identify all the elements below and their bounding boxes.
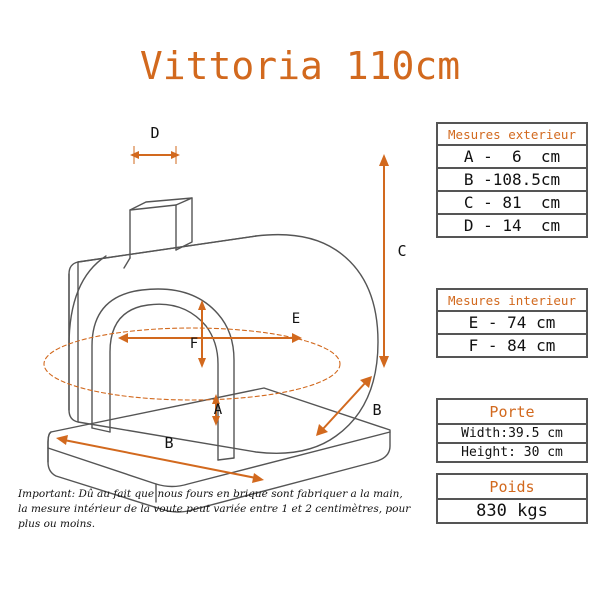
table-row: Width:39.5 cm [438, 425, 586, 444]
table-exterior-measurements [436, 122, 588, 238]
table-row: C - 81 cm [438, 192, 586, 215]
dim-label-e: E [291, 311, 301, 327]
table-door-measurements [436, 398, 588, 463]
note-line-1: Important: Dû au fait que nous fours en brique sont fabriquer a la main, [18, 488, 403, 500]
table-exterior-header: Mesures exterieur [438, 124, 586, 146]
dim-label-b-front: B [164, 434, 174, 452]
table-row: D - 14 cm [463, 216, 561, 235]
table-weight [436, 473, 588, 524]
table-interior-measurements [436, 288, 588, 358]
important-note [18, 487, 418, 532]
table-row: Height: 30 cm [461, 445, 563, 460]
table-row: A - 6 cm [438, 146, 586, 169]
dim-label-f: F [189, 336, 199, 352]
oven-drawing-svg [6, 110, 426, 530]
table-row: B -108.5cm [438, 169, 586, 192]
table-weight-header: Poids [438, 475, 586, 500]
table-row: 830 kgs [476, 501, 548, 521]
table-interior-header: Mesures interieur [438, 290, 586, 312]
table-door-header: Porte [438, 400, 586, 425]
dim-label-b-side: B [372, 401, 382, 419]
page-title: Vittoria 110cm [139, 44, 461, 88]
oven-diagram [6, 110, 426, 530]
dim-label-d: D [150, 124, 160, 142]
dim-label-a: A [213, 402, 223, 418]
table-row: E - 74 cm [438, 312, 586, 335]
note-line-2: la mesure intérieur de la voute peut variée entre 1 et 2 centimètres, pour plus ou moins. [18, 503, 411, 530]
table-row: F - 84 cm [468, 336, 556, 355]
dim-label-c: C [397, 242, 407, 260]
